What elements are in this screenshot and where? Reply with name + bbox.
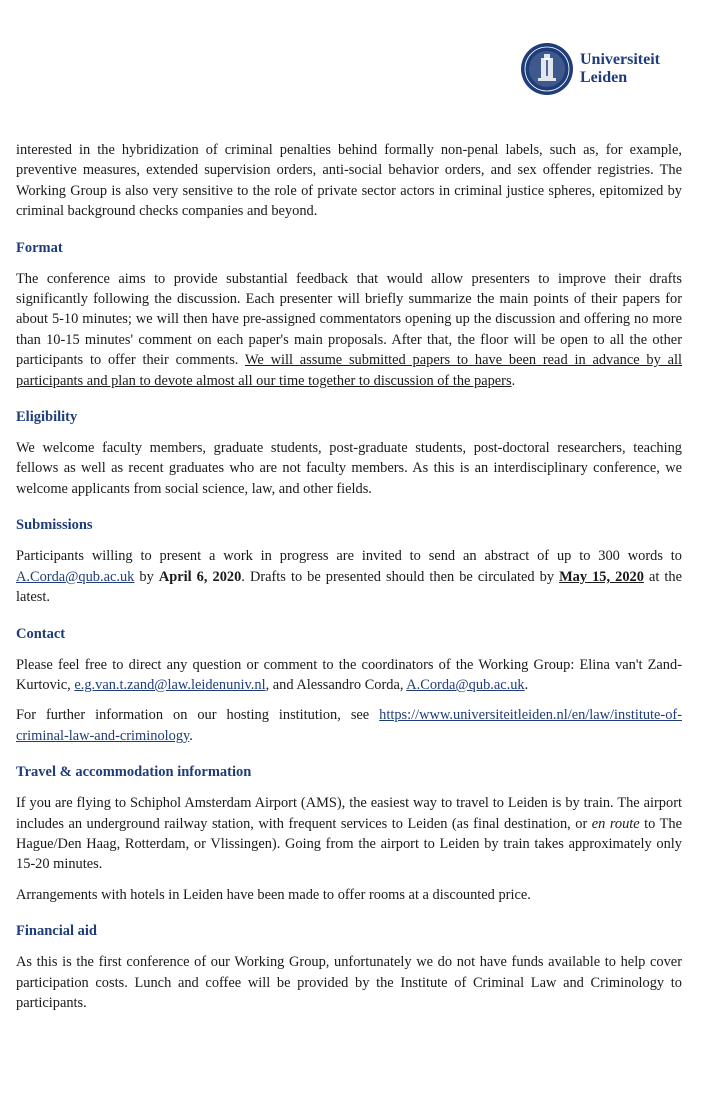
eligibility-heading: Eligibility <box>16 409 78 426</box>
submissions-heading: Submissions <box>16 517 93 534</box>
submissions-email-link[interactable]: A.Corda@qub.ac.uk <box>16 568 135 585</box>
format-paragraph <box>16 269 682 391</box>
submissions-paragraph <box>16 546 682 607</box>
university-seal-icon <box>520 42 574 96</box>
travel-text-1: If you are flying to Schiphol Amsterdam Airport (AMS), the easiest way to travel to Leiden is by train. The airport includes an underground railway station, with frequent services to Leiden (as final destination, or <box>16 795 682 832</box>
document-body <box>16 140 682 1013</box>
travel-paragraph <box>16 793 682 875</box>
contact-text-2: , and Alessandro Corda, <box>265 676 407 693</box>
hotels-paragraph: Arrangements with hotels in Leiden have been made to offer rooms at a discounted price. <box>16 886 531 903</box>
contact-email-link-2[interactable]: A.Corda@qub.ac.uk <box>406 676 525 693</box>
hosting-paragraph <box>16 705 682 746</box>
contact-heading: Contact <box>16 625 66 642</box>
format-heading: Format <box>16 239 63 256</box>
logo-line-1: Universiteit <box>580 51 660 68</box>
contact-text-1: Please feel free to direct any question or comment to the coordinators of the Working Group: Elina van't Zand-Kurtovic, <box>16 656 682 693</box>
en-route-text: en route <box>591 815 640 832</box>
draft-deadline: May 15, 2020 <box>559 568 644 585</box>
submissions-text-2: by <box>134 568 159 585</box>
financial-paragraph: As this is the first conference of our Working Group, unfortunately we do not have funds available to help cover participation costs. Lunch and coffee will be provided by the Institute of Criminal Law and Criminology to participants. <box>16 954 682 1011</box>
logo-line-2: Leiden <box>580 69 628 86</box>
contact-email-link-1[interactable]: e.g.van.t.zand@law.leidenuniv.nl <box>74 676 266 693</box>
travel-heading: Travel & accommodation information <box>16 764 252 781</box>
eligibility-paragraph: We welcome faculty members, graduate students, post-graduate students, post-doctoral researchers, teaching fellows as well as recent graduates who are not faculty members. As this is an interdisciplinary conference, we welcome applicants from social science, law, and other fields. <box>16 440 682 497</box>
intro-paragraph: interested in the hybridization of criminal penalties behind formally non-penal labels, such as, for example, preventive measures, extended supervision orders, anti-social behavior orders, and sex offender registries. The Working Group is also very sensitive to the role of private sector actors in criminal justice spheres, epitomized by criminal background checks companies and beyond. <box>16 142 682 220</box>
hosting-text: For further information on our hosting institution, see <box>16 707 380 724</box>
abstract-deadline: April 6, 2020 <box>158 568 242 585</box>
submissions-text-4: at the latest. <box>16 568 682 606</box>
financial-heading: Financial aid <box>16 923 97 940</box>
contact-text-3: . <box>524 676 529 693</box>
format-underlined-text: We will assume submitted papers to have been read in advance by all participants and plan to devote almost all our time together to discussion of the papers <box>16 352 682 389</box>
travel-text-2: to The Hague/Den Haag, Rotterdam, or Vlissingen). Going from the airport to Leiden by train takes approximately only 15-20 minutes. <box>16 815 682 873</box>
format-text: The conference aims to provide substantial feedback that would allow presenters to improve their drafts significantly following the discussion. Each presenter will briefly summarize the main points of their papers for about 5-10 minutes; we will then have pre-assigned commentators opening up the discussion and offering no more than 10-15 minutes' comment on each paper's main proposals. After that, the floor will be open to all the other participants to offer their comments. <box>16 270 682 369</box>
submissions-text-3: . Drafts to be presented should then be circulated by <box>241 568 560 585</box>
submissions-text-1: Participants willing to present a work in progress are invited to send an abstract of up to 300 words to <box>16 548 682 565</box>
university-logo <box>520 42 660 96</box>
format-end: . <box>511 372 516 389</box>
contact-paragraph <box>16 655 682 696</box>
institute-url-link[interactable]: https://www.universiteitleiden.nl/en/law/institute-of-criminal-law-and-criminology <box>16 707 682 744</box>
hosting-end: . <box>189 727 193 744</box>
